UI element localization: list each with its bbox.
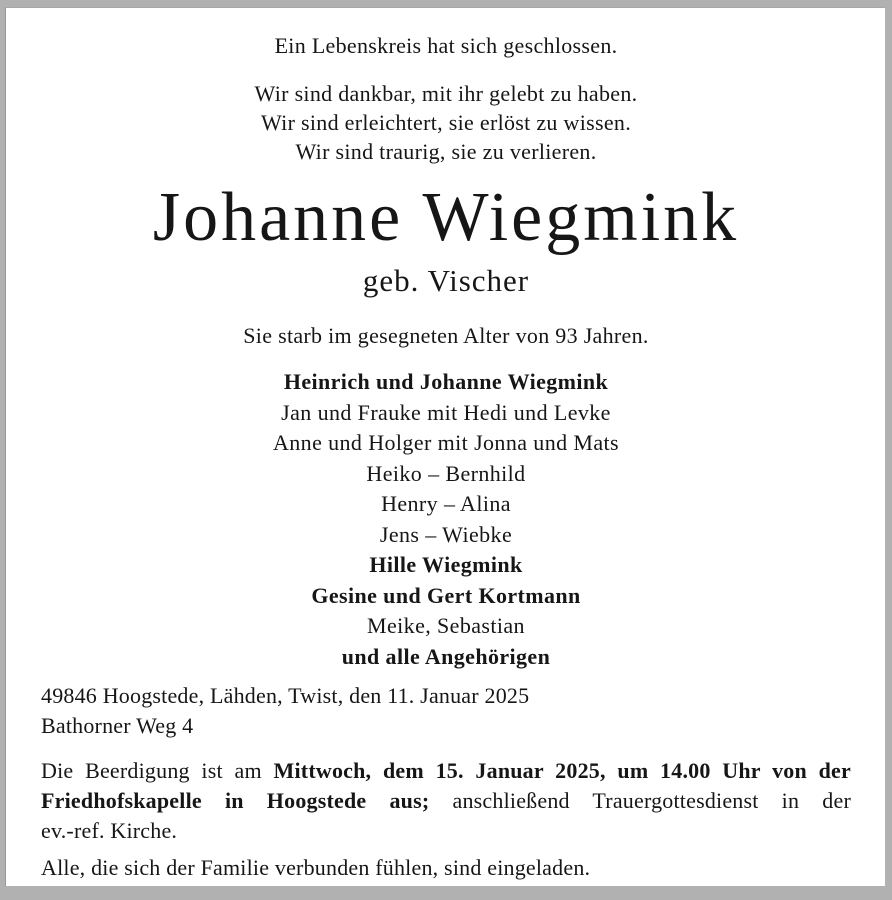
burial-line-1 xyxy=(41,756,851,786)
obituary-notice xyxy=(5,7,885,886)
burial-paragraph xyxy=(41,756,851,846)
verse-block xyxy=(41,79,851,166)
opening-line: Ein Lebenskreis hat sich geschlossen. xyxy=(274,33,618,58)
age-line: Sie starb im gesegneten Alter von 93 Jahren. xyxy=(243,323,649,348)
burial-line-1-bold: Mittwoch, dem 15. Januar 2025, um 14.00 Uhr von der xyxy=(273,758,851,783)
burial-line-3: ev.-ref. Kirche. xyxy=(41,818,178,843)
place-date-line: 49846 Hoogstede, Lähden, Twist, den 11. Januar 2025 xyxy=(41,683,530,708)
street-line: Bathorner Weg 4 xyxy=(41,713,194,738)
maiden-name: geb. Vischer xyxy=(362,263,530,298)
mourner-line: Hille Wiegmink xyxy=(369,552,523,577)
mourner-line: Jens – Wiebke xyxy=(379,521,513,547)
mourner-line: Meike, Sebastian xyxy=(367,613,525,638)
mourner-line: Heiko – Bernhild xyxy=(366,460,526,486)
mourner-line: und alle Angehörigen xyxy=(341,643,551,669)
mourner-line: Henry – Alina xyxy=(381,491,511,516)
burial-line-2-bold: Friedhofskapelle in Hoogstede aus; xyxy=(41,788,430,813)
verse-line-1: Wir sind dankbar, mit ihr gelebt zu haben. xyxy=(254,81,638,106)
verse-line-3: Wir sind traurig, sie zu verlieren. xyxy=(295,139,597,164)
burial-line-2-normal: anschließend Trauergottesdienst in der xyxy=(429,788,851,813)
mourners-list xyxy=(41,367,851,672)
verse-line-2: Wir sind erleichtert, sie erlöst zu wissen. xyxy=(260,110,632,135)
mourner-line: Anne und Holger mit Jonna und Mats xyxy=(272,430,619,455)
mourner-line: Jan und Frauke mit Hedi und Levke xyxy=(281,399,611,425)
burial-line-1-normal: Die Beerdigung ist am xyxy=(41,758,274,783)
address-block xyxy=(41,681,851,741)
mourner-line: Gesine und Gert Kortmann xyxy=(311,582,581,608)
burial-line-2 xyxy=(41,786,851,816)
deceased-name: Johanne Wiegmink xyxy=(152,179,740,256)
mourner-line: Heinrich und Johanne Wiegmink xyxy=(283,369,609,394)
closing-line: Alle, die sich der Familie verbunden fühlen, sind eingeladen. xyxy=(41,855,591,880)
